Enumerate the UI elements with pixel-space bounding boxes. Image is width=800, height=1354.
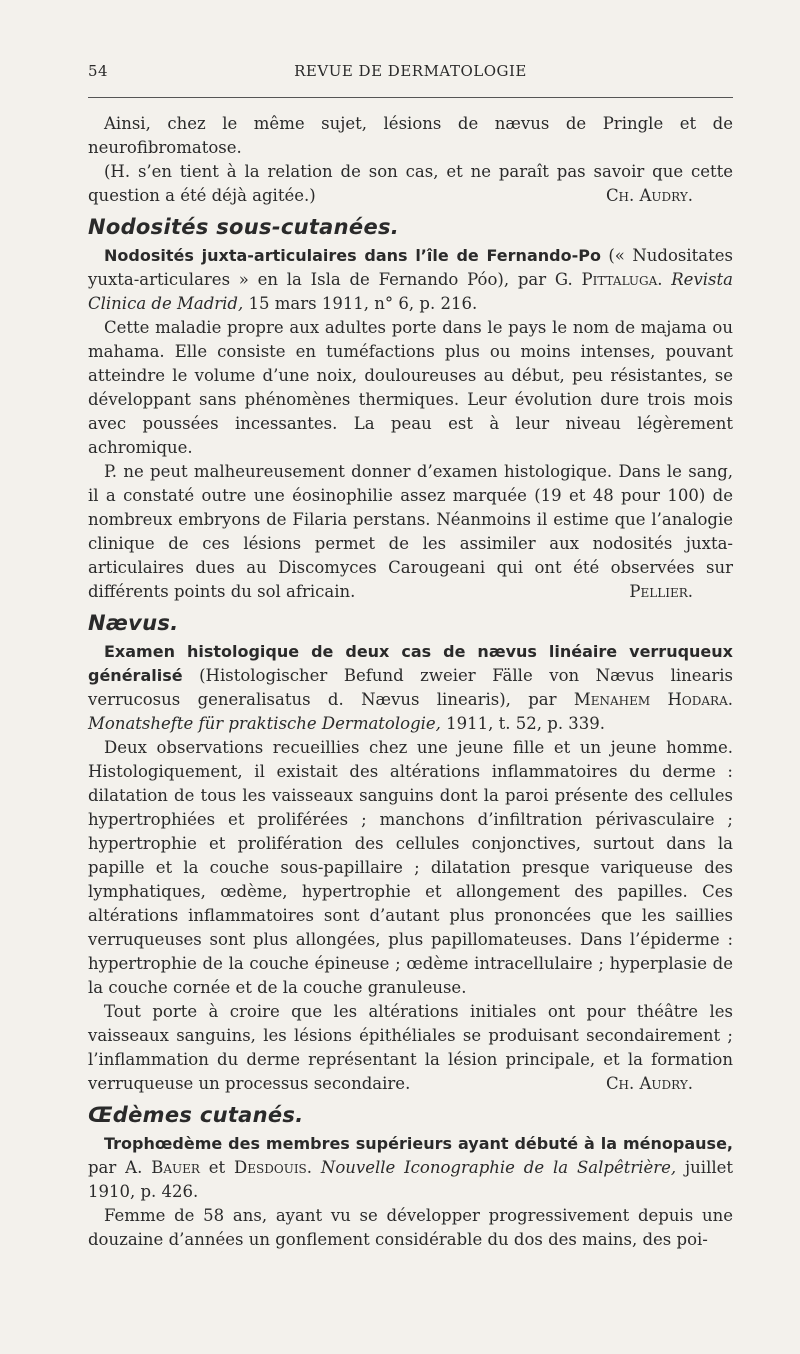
article-title: Nodosités juxta-articulaires dans l’île de Fernando-Po (104, 246, 601, 265)
author-name: Desdouis. (234, 1158, 313, 1177)
section-heading: Œdèmes cutanés. (88, 1103, 304, 1127)
article-title: Trophœdème des membres supérieurs ayant débuté à la ménopause, (104, 1134, 733, 1153)
paragraph-text: P. ne peut malheureusement donner d’examen histologique. Dans le sang, il a constaté outre une éosinophilie assez marquée (19 et 48 pour 100) de nombreux embryons de Filaria perstans. Néanmoins il estime que l’analogie clinique de ces lésions permet de les assimiler aux nodosités juxta-articulaires dues au Discomyces Carougeani qui ont été observées sur différents points du sol africain. (88, 462, 733, 601)
author-signature: Ch. Audry. (605, 1074, 693, 1093)
reference-text: 1911, t. 52, p. 339. (440, 714, 606, 733)
paragraph (88, 460, 733, 604)
article-reference (88, 1132, 733, 1204)
reference-text: juillet 1910, p. 426. (88, 1158, 734, 1201)
paragraph-text: Tout porte à croire que les altérations initiales ont pour théâtre les vaisseaux sanguins, les lésions épithéliales se produisant secondairement ; l’inflammation du derme représentant la lésion principale, et la formation verruqueuse un processus secondaire. (88, 1002, 733, 1093)
author-name: Menahem Hodara. (573, 690, 733, 709)
author-signature: Pellier. (629, 582, 693, 601)
journal-name: Nouvelle Iconographie de la Salpêtrière, (312, 1158, 677, 1177)
reference-text: 15 mars 1911, n° 6, p. 216. (243, 294, 478, 313)
page-content (88, 112, 733, 1252)
header-rule (88, 97, 733, 98)
paragraph: Femme de 58 ans, ayant vu se développer progressivement depuis une douzaine d’années un gonflement considérable du dos des mains, des poi- (88, 1206, 733, 1249)
running-title: REVUE DE DERMATOLOGIE (294, 62, 527, 80)
author-name: Pittaluga (581, 270, 658, 289)
article-title: Examen histologique de deux cas de nævus linéaire verruqueux généralisé (88, 642, 733, 685)
section-heading: Nævus. (88, 611, 179, 635)
reference-text: (« Nudositates yuxta-articulares » en la Isla de Fernando Póo), par G. (88, 246, 733, 289)
paragraph: Cette maladie propre aux adultes porte dans le pays le nom de majama ou mahama. Elle consiste en tuméfactions plus ou moins intenses, pouvant atteindre le volume d’une noix, douloureuses au début, peu résistantes, se développant sans phénomènes thermiques. Leur évolution dure trois mois avec poussées incessantes. La peau est à leur niveau légèrement achromique. (88, 318, 733, 457)
article-reference (88, 640, 733, 736)
paragraph (88, 160, 733, 208)
paragraph (88, 1000, 733, 1096)
page-number: 54 (88, 62, 109, 80)
reference-text: par A. (88, 1158, 152, 1177)
paragraph-text: (H. s’en tient à la relation de son cas, et ne paraît pas savoir que cette question a été déjà agitée.) (88, 162, 733, 205)
page-header (88, 62, 733, 86)
author-signature: Ch. Audry. (605, 186, 693, 205)
reference-text: et (199, 1158, 235, 1177)
paragraph: Ainsi, chez le même sujet, lésions de nævus de Pringle et de neurofibromatose. (88, 114, 733, 157)
author-name: Bauer (151, 1158, 200, 1177)
section-heading: Nodosités sous-cutanées. (88, 215, 400, 239)
paragraph: Deux observations recueillies chez une jeune fille et un jeune homme. Histologiquement, il existait des altérations inflammatoires du derme : dilatation de tous les vaisseaux sanguins dont la paroi présente des cellules hypertrophiées et proliférées ; manchons d’infiltration périvasculaire ; hypertrophie et prolifération des cellules conjonctives, surtout dans la papille et la couche sous-papillaire ; dilatation presque variqueuse des lymphatiques, œdème, hypertrophie et allongement des papilles. Ces altérations inflammatoires sont d’autant plus prononcées que les saillies verruqueuses sont plus allongées, plus papillomateuses. Dans l’épiderme : hypertrophie de la couche épineuse ; œdème intracellulaire ; hyperplasie de la couche cornée et de la couche granuleuse. (88, 738, 733, 997)
reference-text: (Histologischer Befund zweier Fälle von Nævus linearis verrucosus generalisatus d. Nævus linearis), par (88, 666, 733, 709)
article-reference: Nodosités juxta-articulaires dans l’île de Fernando-Po (« Nudositates yuxta-articulares » en la Isla de Fernando Póo), par G. Pittaluga. Revista Clinica de Madrid, 15 mars 1911, n° 6, p. 216. (88, 246, 733, 313)
journal-name: Monatshefte für praktische Dermatologie, (88, 714, 441, 733)
journal-name: Revista Clinica de Madrid, (88, 270, 733, 313)
